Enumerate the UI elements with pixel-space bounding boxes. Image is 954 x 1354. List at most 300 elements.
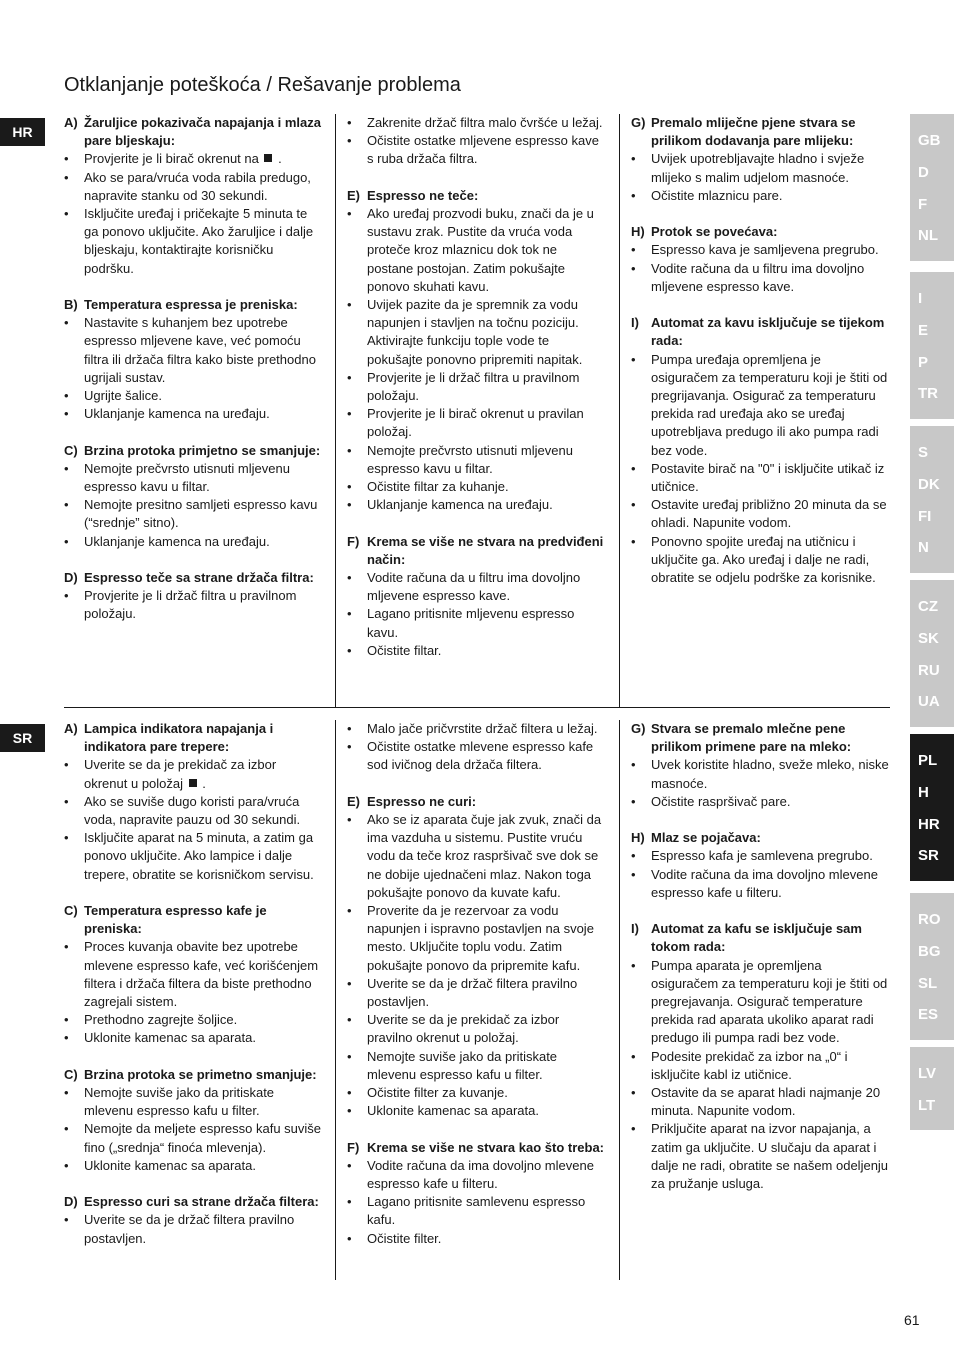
text-column bbox=[64, 114, 322, 642]
bullet-icon: • bbox=[631, 351, 636, 367]
list-item bbox=[347, 114, 605, 132]
bullet-icon: • bbox=[347, 479, 352, 495]
language-tab-pl[interactable]: PL bbox=[918, 752, 938, 770]
problem-title: Temperatura espresso kafe je preniska: bbox=[84, 903, 267, 937]
problem-heading bbox=[631, 829, 891, 847]
bullet-icon: • bbox=[64, 830, 69, 846]
bullet-icon: • bbox=[631, 793, 636, 809]
list-item-text: Ako se suviše dugo koristi para/vruća voda, napravite pauzu od 30 sekundi. bbox=[84, 793, 301, 828]
list-item-text: Očistite ostatke mlevene espresso kafe sod ivičnog dela držača filtera. bbox=[367, 739, 594, 773]
list-item-text: Uvek koristite hladno, sveže mleko, niske masnoće. bbox=[651, 757, 889, 791]
list-item bbox=[64, 496, 322, 532]
language-tab-p[interactable]: P bbox=[918, 353, 929, 371]
list-item-text: Ako se iz aparata čuje jak zvuk, znači da ima vazduha u sistemu. Pustite vruću vodu da teče kroz raspršivač sve dok se ne dobije ujednačeni mlaz. Nakon toga pokušajte ponovo da kuvate kafu. bbox=[367, 812, 602, 900]
list-item-text: Podesite prekidač za izbor na „0“ i isključite kabl iz utičnice. bbox=[651, 1048, 848, 1082]
language-tab-d[interactable]: D bbox=[918, 164, 929, 182]
problem-letter: H) bbox=[631, 830, 645, 846]
list-item-text: Vodite računa da u filtru ima dovoljno mljevene espresso kave. bbox=[651, 260, 865, 294]
list-item bbox=[64, 756, 322, 792]
list-item-text: Vodite računa da ima dovoljno mlevene espresso kafe u filteru. bbox=[651, 866, 878, 900]
language-group bbox=[910, 1047, 954, 1130]
list-item-text: Uverite se da je držač filtera pravilno postavljen. bbox=[84, 1212, 295, 1246]
list-item-text: Nastavite s kuhanjem bez upotrebe espresso mljevene kave, već pomoću filtra ili držača filtra kako biste prethodno ugrijali sustav. bbox=[84, 315, 316, 385]
list-item bbox=[347, 811, 605, 902]
problem-title: Brzina protoka primjetno se smanjuje: bbox=[84, 442, 321, 458]
problem-title: Espresso curi sa strane držača filtera: bbox=[84, 1194, 319, 1210]
language-tab-lt[interactable]: LT bbox=[918, 1097, 936, 1115]
bullet-icon: • bbox=[631, 497, 636, 513]
list-item-text: Uklanjanje kamenca na uređaju. bbox=[84, 533, 270, 549]
problem-title: Temperatura espressa je preniska: bbox=[84, 297, 298, 313]
list-item-text: Uklanjanje kamenca na uređaju. bbox=[367, 497, 553, 513]
problem-heading bbox=[631, 114, 891, 150]
language-tab-cz[interactable]: CZ bbox=[918, 598, 938, 616]
bullet-icon: • bbox=[64, 169, 69, 185]
list-item bbox=[631, 1120, 891, 1193]
problem-heading bbox=[631, 314, 891, 350]
language-tab-i[interactable]: I bbox=[918, 290, 923, 308]
troubleshooting-block bbox=[631, 223, 891, 296]
bullet-icon: • bbox=[347, 1157, 352, 1173]
language-group bbox=[910, 272, 954, 419]
list-item-text: Ako uređaj prozvodi buku, znači da je u sustavu zrak. Pustite da vruća voda proteče kroz mlaznicu dok tok ne postane postojan. Zatim pokušajte ponovo skuhati kavu. bbox=[367, 206, 594, 294]
troubleshooting-block bbox=[631, 314, 891, 587]
troubleshooting-block bbox=[631, 114, 891, 205]
list-item bbox=[347, 1011, 605, 1047]
troubleshooting-block bbox=[64, 296, 322, 423]
list-item bbox=[64, 205, 322, 278]
bullet-icon: • bbox=[347, 1194, 352, 1210]
list-item bbox=[64, 1011, 322, 1029]
list-item-text: Prethodno zagrejte šoljice. bbox=[84, 1012, 238, 1028]
text-column bbox=[631, 114, 891, 605]
list-item bbox=[64, 460, 322, 496]
bullet-icon: • bbox=[64, 1030, 69, 1046]
problem-heading bbox=[64, 1193, 322, 1211]
bullet-icon: • bbox=[631, 187, 636, 203]
list-item bbox=[347, 1230, 605, 1248]
list-item bbox=[347, 132, 605, 168]
list-item bbox=[64, 587, 322, 623]
bullet-icon: • bbox=[347, 297, 352, 313]
bullet-icon: • bbox=[64, 793, 69, 809]
bullet-icon: • bbox=[64, 1085, 69, 1101]
troubleshooting-block bbox=[64, 720, 322, 884]
troubleshooting-block bbox=[347, 793, 605, 1121]
problem-heading bbox=[347, 187, 605, 205]
problem-letter: H) bbox=[631, 224, 645, 240]
troubleshooting-block bbox=[64, 442, 322, 551]
language-group bbox=[910, 893, 954, 1040]
bullet-icon: • bbox=[631, 757, 636, 773]
bullet-icon: • bbox=[347, 606, 352, 622]
troubleshooting-block bbox=[64, 902, 322, 1048]
list-item bbox=[631, 260, 891, 296]
bullet-icon: • bbox=[347, 442, 352, 458]
text-column bbox=[347, 114, 605, 678]
problem-letter: C) bbox=[64, 442, 78, 458]
bullet-icon: • bbox=[64, 1012, 69, 1028]
list-item bbox=[347, 442, 605, 478]
bullet-icon: • bbox=[347, 497, 352, 513]
list-item-text: Očistite filtar za kuhanje. bbox=[367, 479, 509, 495]
problem-letter: C) bbox=[64, 903, 78, 919]
language-tab-fi[interactable]: FI bbox=[918, 507, 932, 525]
list-item-text: Uverite se da je prekidač za izbor pravilno okrenut u položaj. bbox=[367, 1012, 560, 1046]
problem-letter: B) bbox=[64, 297, 78, 313]
list-item bbox=[64, 1157, 322, 1175]
list-item-text: Nemojte presitno samljeti espresso kavu (“srednje” sitno). bbox=[84, 497, 318, 531]
list-item bbox=[347, 569, 605, 605]
list-item bbox=[64, 938, 322, 1011]
problem-heading bbox=[64, 442, 322, 460]
problem-heading bbox=[64, 296, 322, 314]
language-tab-nl[interactable]: NL bbox=[918, 227, 938, 245]
position-square-icon bbox=[189, 779, 197, 787]
list-item bbox=[347, 1084, 605, 1102]
list-item-text: Nemojte suviše jako da pritiskate mlevenu espresso kafu u filter. bbox=[84, 1085, 275, 1119]
page-number: 61 bbox=[904, 1312, 920, 1328]
bullet-icon: • bbox=[631, 1085, 636, 1101]
list-item bbox=[347, 1102, 605, 1120]
list-item-text: Proverite da je rezervoar za vodu napunjen i ispravno postavljen na svoje mesto. Uključite toplu vodu. Zatim pokušajte ponovo da pripremite kafu. bbox=[367, 903, 594, 973]
text-column bbox=[64, 720, 322, 1266]
list-item bbox=[631, 496, 891, 532]
problem-heading bbox=[347, 793, 605, 811]
language-tab-sr[interactable]: SR bbox=[918, 847, 939, 865]
list-item-text: Ostavite da se aparat hladi najmanje 20 minuta. Napunite vodom. bbox=[651, 1085, 881, 1119]
list-item bbox=[631, 241, 891, 259]
section-hr bbox=[64, 114, 890, 708]
language-tab-gb[interactable]: GB bbox=[918, 132, 941, 150]
list-item bbox=[347, 369, 605, 405]
bullet-icon: • bbox=[64, 406, 69, 422]
column-divider bbox=[335, 114, 336, 708]
bullet-icon: • bbox=[64, 757, 69, 773]
list-item bbox=[64, 387, 322, 405]
list-item bbox=[631, 847, 891, 865]
list-item bbox=[631, 756, 891, 792]
bullet-icon: • bbox=[347, 739, 352, 755]
list-item bbox=[347, 405, 605, 441]
language-tab-h[interactable]: H bbox=[918, 784, 929, 802]
language-group bbox=[910, 114, 954, 261]
language-tab-hr[interactable]: HR bbox=[918, 815, 940, 833]
list-item-text: Ako se para/vruća voda rabila predugo, napravite stanku od 30 sekundi. bbox=[84, 169, 311, 203]
list-item-text: Pumpa aparata je opremljena osiguračem za temperaturu koji je štiti od pregrejavanja. Osigurač temperature prekida rad aparata ukoliko aparat radi predugo ili pumpa radi bez vode. bbox=[651, 957, 888, 1046]
list-item bbox=[631, 1084, 891, 1120]
bullet-icon: • bbox=[64, 460, 69, 476]
list-item bbox=[64, 150, 322, 168]
bullet-icon: • bbox=[631, 151, 636, 167]
problem-title: Brzina protoka se primetno smanjuje: bbox=[84, 1066, 317, 1082]
list-item-text: Očistite ostatke mljevene espresso kave s ruba držača filtra. bbox=[367, 133, 599, 167]
list-item bbox=[64, 1029, 322, 1047]
problem-heading bbox=[631, 920, 891, 956]
problem-letter: E) bbox=[347, 793, 360, 809]
list-item bbox=[631, 1048, 891, 1084]
list-item-text: Provjerite je li držač filtra u pravilnom položaju. bbox=[367, 369, 580, 404]
language-tab-es[interactable]: ES bbox=[918, 1006, 939, 1024]
list-item bbox=[631, 793, 891, 811]
list-item-text: Uklonite kamenac sa aparata. bbox=[84, 1030, 256, 1046]
list-item bbox=[347, 496, 605, 514]
bullet-icon: • bbox=[631, 1048, 636, 1064]
language-group bbox=[910, 734, 954, 881]
list-item-text: Očistite mlaznicu pare. bbox=[651, 187, 783, 203]
language-tab-f[interactable]: F bbox=[918, 195, 928, 213]
text-column bbox=[631, 720, 891, 1211]
problem-letter: G) bbox=[631, 115, 646, 130]
problem-letter: G) bbox=[631, 721, 646, 736]
list-item-text: Uklanjanje kamenca na uređaju. bbox=[84, 406, 270, 422]
language-tab-sl[interactable]: SL bbox=[918, 974, 938, 992]
list-item bbox=[64, 793, 322, 829]
list-item-text: Isključite aparat na 5 minuta, a zatim ga ponovo uključite. Ako lampice i dalje trepere, obratite se korisničkom servisu. bbox=[84, 830, 314, 882]
list-item bbox=[347, 296, 605, 369]
bullet-icon: • bbox=[347, 721, 352, 736]
bullet-icon: • bbox=[631, 242, 636, 258]
problem-title: Krema se više ne stvara kao što treba: bbox=[367, 1139, 605, 1155]
troubleshooting-block bbox=[347, 187, 605, 515]
list-item-text: Espresso kafa je samlevena pregrubo. bbox=[651, 848, 873, 864]
problem-letter: A) bbox=[64, 721, 78, 736]
problem-heading bbox=[347, 533, 605, 569]
list-item-text: Uvijek pazite da je spremnik za vodu napunjen i stavljen na točnu poziciju. Aktivirajte funkciju tople vode te pokušajte ponovno pripremiti napitak. bbox=[367, 297, 583, 367]
language-tab-dk[interactable]: DK bbox=[918, 476, 940, 494]
list-item bbox=[64, 169, 322, 205]
bullet-icon: • bbox=[347, 1230, 352, 1246]
troubleshooting-block bbox=[631, 829, 891, 902]
list-item-text: Proces kuvanja obavite bez upotrebe mlevene espresso kafe, već korišćenjem filtera i držača filtera da biste prethodno zagrejali sistem. bbox=[84, 939, 319, 1010]
list-item-text: Priključite aparat na izvor napajanja, a zatim ga uključite. U slučaju da aparat i dalje ne radi, obratite se našem odeljenju za pružanje usluga. bbox=[651, 1121, 889, 1192]
bullet-icon: • bbox=[64, 206, 69, 222]
column-divider bbox=[619, 720, 620, 1280]
problem-letter: I) bbox=[631, 921, 639, 937]
problem-heading bbox=[631, 720, 891, 756]
bullet-icon: • bbox=[347, 206, 352, 221]
language-tab-bg[interactable]: BG bbox=[918, 943, 941, 961]
list-item-text: Ponovno spojite uređaj na utičnicu i uključite ga. Ako uređaj i dalje ne radi, obratite se odjelu podrške za korisnike. bbox=[651, 533, 876, 586]
list-item-text: Isključite uređaj i pričekajte 5 minuta te ga ponovo uključite. Ako žaruljice i dalje bljeskaju, kontaktirajte korisničku podršku. bbox=[84, 206, 314, 276]
list-item-text: Vodite računa da u filtru ima dovoljno mljevene espresso kave. bbox=[367, 570, 581, 604]
text-column bbox=[347, 720, 605, 1266]
list-item bbox=[64, 405, 322, 423]
list-item bbox=[631, 351, 891, 460]
problem-title: Espresso ne curi: bbox=[367, 793, 477, 809]
list-item-text: Zakrenite držač filtra malo čvršće u ležaj. bbox=[367, 115, 603, 130]
list-item-text: Lagano pritisnite samlevenu espresso kafu. bbox=[367, 1194, 586, 1228]
list-item bbox=[347, 1048, 605, 1084]
list-item-text: Uverite se da je držač filtera pravilno postavljen. bbox=[367, 975, 578, 1010]
list-item-text: Uklonite kamenac sa aparata. bbox=[84, 1157, 256, 1173]
language-tab-tr[interactable]: TR bbox=[918, 385, 938, 403]
problem-title: Premalo mliječne pjene stvara se prilikom dodavanja pare mlijeku: bbox=[651, 115, 856, 149]
problem-letter: F) bbox=[347, 1139, 360, 1155]
bullet-icon: • bbox=[347, 642, 352, 658]
list-item bbox=[347, 738, 605, 774]
bullet-icon: • bbox=[631, 460, 636, 476]
list-item-text: Ugrijte šalice. bbox=[84, 388, 163, 404]
list-item bbox=[64, 1084, 322, 1120]
bullet-icon: • bbox=[347, 369, 352, 385]
language-tab-ru[interactable]: RU bbox=[918, 661, 940, 679]
troubleshooting-block bbox=[631, 720, 891, 811]
troubleshooting-block bbox=[347, 720, 605, 775]
problem-heading bbox=[64, 1066, 322, 1084]
list-item-text: Očistite filter. bbox=[367, 1230, 442, 1246]
list-item-text: Postavite birač na "0" i isključite utikač iz utičnice. bbox=[651, 460, 885, 495]
list-item-text: Provjerite je li birač okrenut na . bbox=[84, 151, 282, 167]
bullet-icon: • bbox=[64, 497, 69, 513]
problem-heading bbox=[64, 902, 322, 938]
bullet-icon: • bbox=[64, 533, 69, 549]
list-item bbox=[631, 866, 891, 902]
list-item-text: Očistite filtar. bbox=[367, 642, 442, 658]
list-item-text: Espresso kava je samljevena pregrubo. bbox=[651, 242, 879, 258]
bullet-icon: • bbox=[64, 1121, 69, 1137]
language-group bbox=[910, 580, 954, 727]
language-tab-e[interactable]: E bbox=[918, 322, 929, 340]
list-item bbox=[347, 902, 605, 975]
list-item-text: Nemojte da meljete espresso kafu suviše fino („srednja“ finoća mlevenja). bbox=[84, 1121, 322, 1155]
troubleshooting-block bbox=[64, 114, 322, 278]
position-square-icon bbox=[264, 154, 272, 162]
bullet-icon: • bbox=[64, 1212, 69, 1228]
list-item bbox=[64, 314, 322, 387]
bullet-icon: • bbox=[347, 975, 352, 991]
problem-title: Automat za kafu se isključuje sam tokom rada: bbox=[651, 921, 862, 955]
problem-letter: F) bbox=[347, 533, 360, 549]
problem-heading bbox=[631, 223, 891, 241]
troubleshooting-block bbox=[347, 114, 605, 169]
list-item bbox=[347, 205, 605, 296]
bullet-icon: • bbox=[64, 939, 69, 955]
list-item-text: Vodite računa da ima dovoljno mlevene espresso kafe u filteru. bbox=[367, 1157, 594, 1192]
bullet-icon: • bbox=[64, 588, 69, 604]
list-item-text: Ostavite uređaj približno 20 minuta da se ohladi. Napunite vodom. bbox=[651, 497, 887, 531]
bullet-icon: • bbox=[347, 1085, 352, 1101]
list-item bbox=[64, 1211, 322, 1247]
language-tab-ro[interactable]: RO bbox=[918, 911, 941, 929]
list-item-text: Nemojte suviše jako da pritiskate mlevenu espresso kafu u filter. bbox=[367, 1048, 558, 1082]
bullet-icon: • bbox=[347, 1048, 352, 1064]
language-tab-ua[interactable]: UA bbox=[918, 693, 940, 711]
bullet-icon: • bbox=[64, 151, 69, 167]
list-item-text: Uvijek upotrebljavajte hladno i svježe mlijeko s malim udjelom masnoće. bbox=[651, 151, 865, 185]
list-item-text: Uklonite kamenac sa aparata. bbox=[367, 1103, 539, 1119]
bullet-icon: • bbox=[347, 115, 352, 130]
bullet-icon: • bbox=[631, 866, 636, 882]
problem-title: Stvara se premalo mlečne pene prilikom primene pare na mleko: bbox=[651, 721, 852, 755]
language-tab-n[interactable]: N bbox=[918, 539, 929, 557]
language-group bbox=[910, 426, 954, 573]
column-divider bbox=[335, 720, 336, 1280]
bullet-icon: • bbox=[64, 315, 69, 331]
troubleshooting-block bbox=[64, 1066, 322, 1175]
lang-tag-hr: HR bbox=[0, 118, 45, 146]
bullet-icon: • bbox=[631, 533, 636, 549]
list-item-text: Pumpa uređaja opremljena je osiguračem za temperaturu koji je štiti od pregrijavanja. Osigurač za temperaturu prekida rad uređaja ako se uređaj upotrebljava predugo ili ako pumpa radi bez vode. bbox=[651, 351, 888, 458]
problem-title: Espresso ne teče: bbox=[367, 187, 479, 203]
problem-title: Lampica indikatora napajanja i indikatora pare trepere: bbox=[84, 721, 274, 755]
bullet-icon: • bbox=[347, 570, 352, 586]
problem-heading bbox=[64, 720, 322, 756]
bullet-icon: • bbox=[631, 260, 636, 276]
bullet-icon: • bbox=[347, 1103, 352, 1119]
problem-letter: C) bbox=[64, 1066, 78, 1082]
list-item bbox=[631, 957, 891, 1048]
section-divider bbox=[64, 707, 890, 708]
problem-title: Mlaz se pojačava: bbox=[651, 830, 761, 846]
problem-title: Krema se više ne stvara na predviđeni način: bbox=[367, 533, 604, 567]
lang-tag-sr: SR bbox=[0, 724, 45, 752]
list-item bbox=[347, 1157, 605, 1193]
list-item bbox=[64, 1120, 322, 1156]
list-item-text: Uverite se da je prekidač za izbor okrenut u položaj . bbox=[84, 757, 277, 791]
bullet-icon: • bbox=[631, 957, 636, 973]
list-item bbox=[347, 642, 605, 660]
list-item-text: Očistite raspršivač pare. bbox=[651, 793, 791, 809]
problem-letter: D) bbox=[64, 570, 78, 586]
list-item bbox=[631, 460, 891, 496]
list-item bbox=[64, 533, 322, 551]
problem-letter: A) bbox=[64, 115, 78, 130]
problem-letter: E) bbox=[347, 187, 360, 203]
problem-title: Automat za kavu isključuje se tijekom rada: bbox=[651, 315, 885, 349]
list-item bbox=[64, 829, 322, 884]
language-tab-sk[interactable]: SK bbox=[918, 630, 939, 648]
bullet-icon: • bbox=[64, 388, 69, 404]
list-item-text: Malo jače pričvrstite držač filtera u ležaj. bbox=[367, 721, 598, 736]
problem-heading bbox=[64, 569, 322, 587]
page-title: Otklanjanje poteškoća / Rešavanje problema bbox=[64, 74, 461, 96]
bullet-icon: • bbox=[347, 903, 352, 919]
section-sr bbox=[64, 720, 890, 1280]
list-item-text: Provjerite je li držač filtra u pravilnom položaju. bbox=[84, 588, 297, 622]
list-item bbox=[347, 1193, 605, 1229]
list-item bbox=[347, 720, 605, 738]
troubleshooting-block bbox=[64, 569, 322, 624]
list-item bbox=[631, 187, 891, 205]
troubleshooting-block bbox=[631, 920, 891, 1193]
list-item bbox=[347, 605, 605, 641]
language-tab-s[interactable]: S bbox=[918, 444, 929, 462]
list-item-text: Provjerite je li birač okrenut u pravilan položaj. bbox=[367, 406, 584, 440]
list-item-text: Lagano pritisnite mljevenu espresso kavu. bbox=[367, 606, 575, 640]
list-item bbox=[631, 150, 891, 186]
bullet-icon: • bbox=[631, 1121, 636, 1137]
bullet-icon: • bbox=[347, 812, 352, 827]
language-tab-lv[interactable]: LV bbox=[918, 1065, 937, 1083]
problem-title: Espresso teče sa strane držača filtra: bbox=[84, 570, 314, 586]
list-item bbox=[347, 478, 605, 496]
problem-letter: D) bbox=[64, 1194, 78, 1210]
troubleshooting-block bbox=[347, 1139, 605, 1248]
problem-letter: I) bbox=[631, 315, 639, 331]
list-item-text: Očistite filter za kuvanje. bbox=[367, 1085, 508, 1101]
column-divider bbox=[619, 114, 620, 708]
problem-title: Protok se povećava: bbox=[651, 224, 778, 240]
list-item-text: Nemojte prečvrsto utisnuti mljevenu espresso kavu u filtar. bbox=[367, 442, 573, 476]
problem-heading bbox=[347, 1139, 605, 1157]
bullet-icon: • bbox=[347, 133, 352, 149]
problem-title: Žaruljice pokazivača napajanja i mlaza pare bljeskaju: bbox=[84, 115, 321, 149]
bullet-icon: • bbox=[64, 1157, 69, 1173]
bullet-icon: • bbox=[347, 406, 352, 422]
bullet-icon: • bbox=[631, 848, 636, 864]
list-item bbox=[347, 975, 605, 1011]
